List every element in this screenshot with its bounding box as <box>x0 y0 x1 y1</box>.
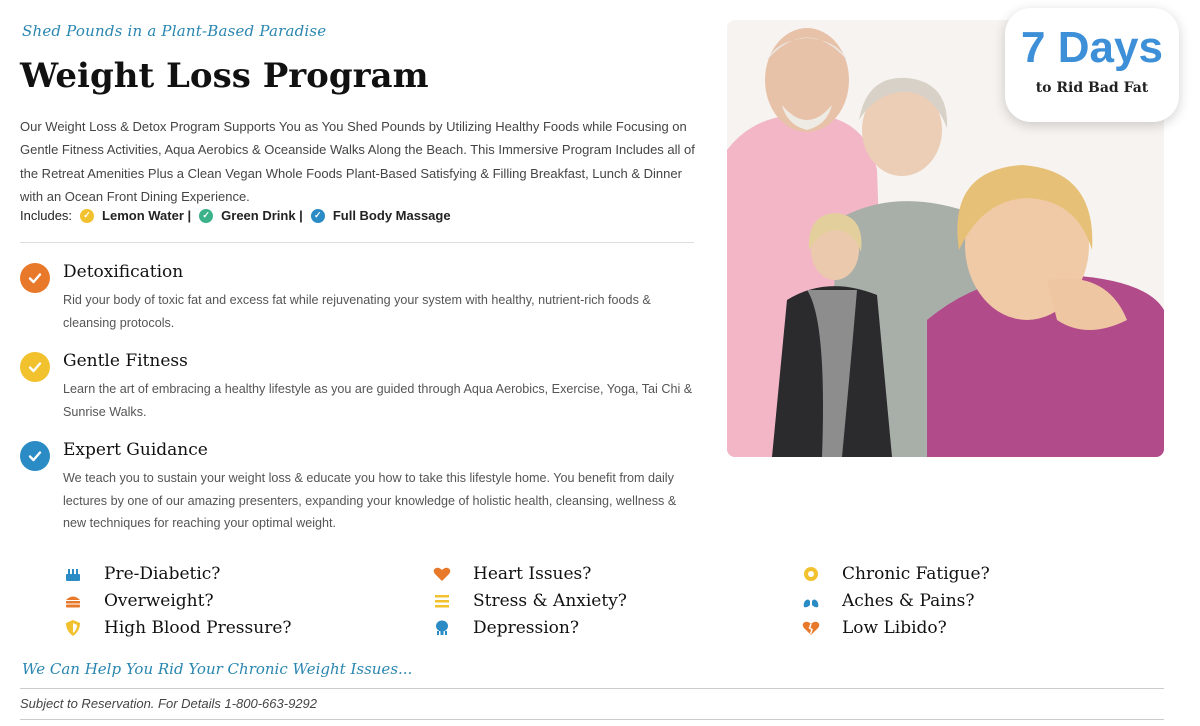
condition-overweight <box>62 590 214 612</box>
footer-divider <box>20 719 1164 720</box>
condition-label: High Blood Pressure? <box>104 618 292 638</box>
reservation-note: Subject to Reservation. For Details 1-800-663-9292 <box>20 696 317 711</box>
condition-label: Depression? <box>473 618 579 638</box>
feature-description: We teach you to sustain your weight loss & educate you how to take this lifestyle home. You benefit from daily lectures by one of our amazing presenters, expanding your knowledge of holistic health, cleansing, wellness & new techniques for reaching your optimal weight. <box>63 471 677 531</box>
condition-depression <box>431 617 579 639</box>
check-circle-icon <box>20 441 50 471</box>
condition-pre-diabetic <box>62 563 220 585</box>
condition-label: Heart Issues? <box>473 564 592 584</box>
check-circle-icon <box>20 263 50 293</box>
feature-title: Gentle Fitness <box>63 351 188 371</box>
includes-label: Includes: <box>20 208 73 223</box>
feature-title: Detoxification <box>63 262 184 282</box>
sun-icon <box>800 563 822 585</box>
condition-label: Pre-Diabetic? <box>104 564 221 584</box>
brain-icon <box>431 617 453 639</box>
condition-label: Aches & Pains? <box>842 591 975 611</box>
shield-icon <box>62 617 84 639</box>
badge-subtitle: to Rid Bad Fat <box>1035 80 1149 96</box>
feature-title: Expert Guidance <box>63 440 208 460</box>
include-item-green-drink <box>199 208 303 223</box>
footer-divider <box>20 688 1164 689</box>
feature-description: Learn the art of embracing a healthy lifestyle as you are guided through Aqua Aerobics, Exercise, Yoga, Tai Chi & Sunrise Walks. <box>63 382 693 419</box>
check-circle-icon <box>20 352 50 382</box>
bars-icon <box>431 590 453 612</box>
burger-icon <box>62 590 84 612</box>
condition-label: Low Libido? <box>842 618 947 638</box>
include-item-lemon-water <box>80 208 191 223</box>
check-badge-icon: ✓ <box>199 209 213 223</box>
check-badge-icon: ✓ <box>80 209 94 223</box>
feature-description: Rid your body of toxic fat and excess fat while rejuvenating your system with healthy, nutrient-rich foods & cleansing protocols. <box>63 293 651 330</box>
includes-row <box>20 208 459 223</box>
divider <box>20 242 694 243</box>
condition-chronic-fatigue <box>800 563 990 585</box>
condition-label: Stress & Anxiety? <box>473 591 627 611</box>
condition-low-libido <box>800 617 947 639</box>
tagline: Shed Pounds in a Plant-Based Paradise <box>22 22 327 40</box>
seven-day-badge <box>1005 8 1179 122</box>
broken-heart-icon <box>800 617 822 639</box>
lungs-icon <box>800 590 822 612</box>
cake-icon <box>62 563 84 585</box>
heart-icon <box>431 563 453 585</box>
intro-paragraph: Our Weight Loss & Detox Program Supports You as You Shed Pounds by Utilizing Healthy Foods while Focusing on Gentle Fitness Activities, Aqua Aerobics & Oceanside Walks Along the Beach. This Immersive Program Includes all of the Retreat Amenities Plus a Clean Vegan Whole Foods Plant-Based Satisfying & Filling Breakfast, Lunch & Dinner with an Ocean Front Dining Experience. <box>20 119 695 204</box>
condition-label: Chronic Fatigue? <box>842 564 990 584</box>
include-item-label: Green Drink | <box>221 208 303 223</box>
include-item-label: Full Body Massage <box>332 208 451 223</box>
condition-aches-pains <box>800 590 975 612</box>
condition-high-blood-pressure <box>62 617 292 639</box>
badge-headline: 7 Days <box>1021 23 1163 72</box>
page-title: Weight Loss Program <box>20 56 429 96</box>
check-badge-icon: ✓ <box>311 209 325 223</box>
include-item-massage <box>311 208 451 223</box>
call-to-action: We Can Help You Rid Your Chronic Weight Issues... <box>22 660 413 678</box>
include-item-label: Lemon Water | <box>102 208 192 223</box>
condition-stress-anxiety <box>431 590 627 612</box>
condition-heart-issues <box>431 563 591 585</box>
condition-label: Overweight? <box>104 591 214 611</box>
